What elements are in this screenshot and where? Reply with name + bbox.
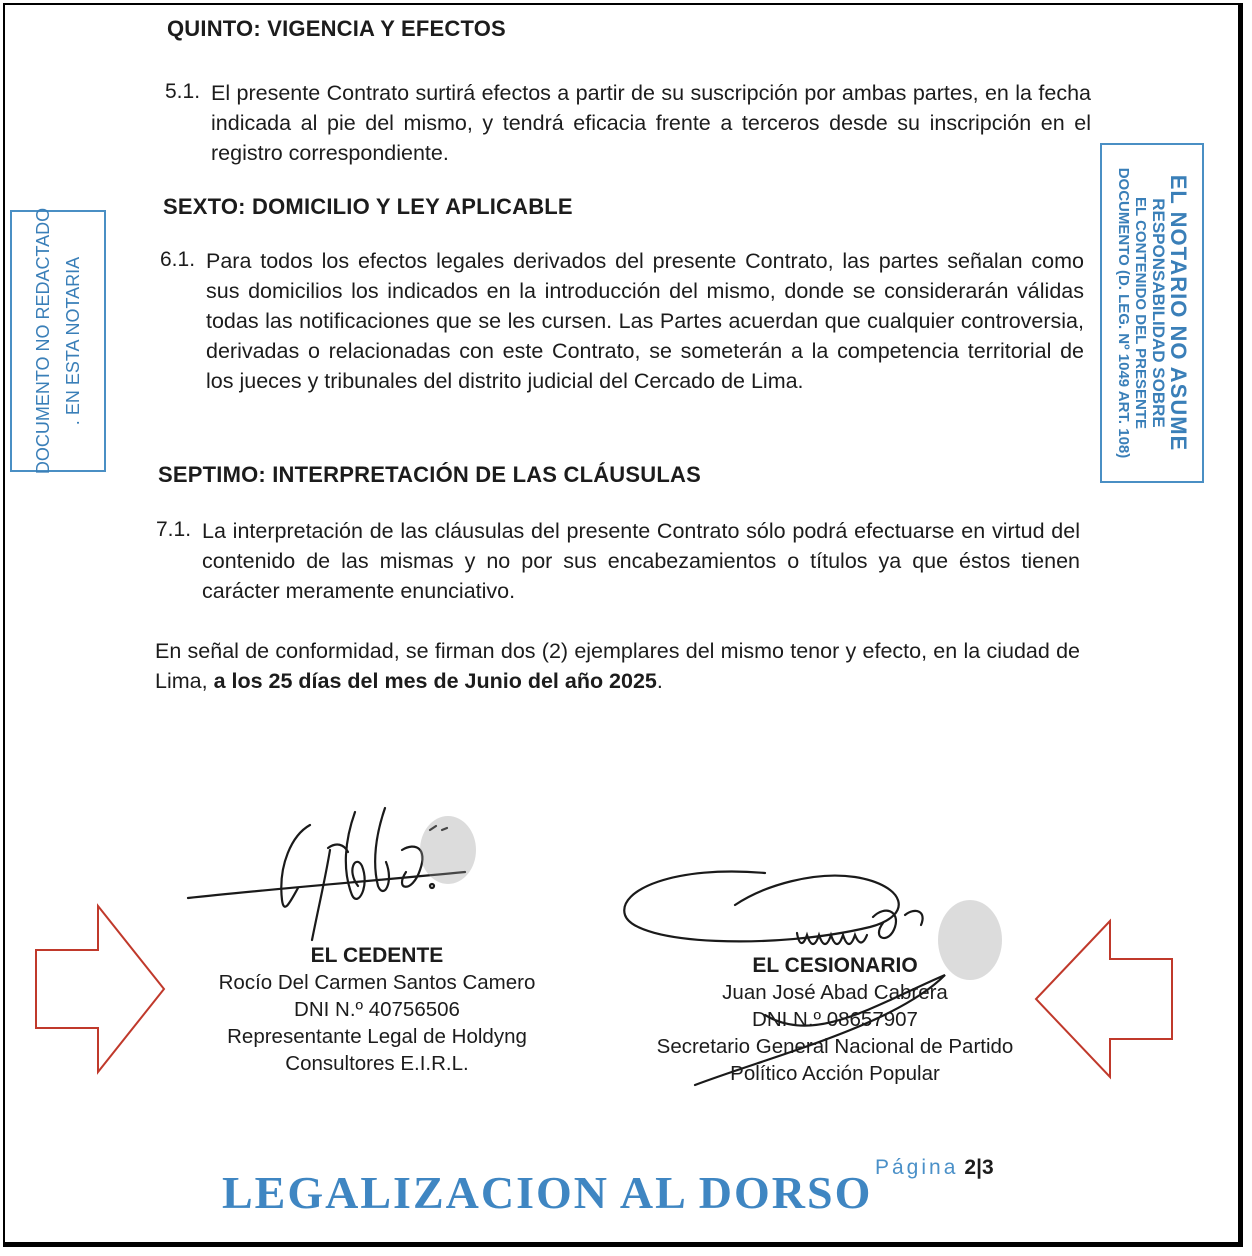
stamp-right-line2: RESPONSABILIDAD SOBRE xyxy=(1149,198,1168,428)
closing-paragraph xyxy=(155,636,1080,696)
closing-end: . xyxy=(656,669,663,693)
closing-date: a los 25 días del mes de Junio del año 2025 xyxy=(213,669,657,693)
section-heading-sexto: SEXTO: DOMICILIO Y LEY APLICABLE xyxy=(163,194,573,219)
stamp-right-line1: EL NOTARIO NO ASUME xyxy=(1166,174,1191,452)
arrow-left-icon xyxy=(1030,915,1180,1083)
page-label: Página xyxy=(875,1156,959,1179)
cedente-title-line1: Representante Legal de Holdyng xyxy=(227,1025,527,1048)
cedente-role: EL CEDENTE xyxy=(310,944,444,967)
cesionario-title-line1: Secretario General Nacional de Partido xyxy=(656,1035,1014,1058)
stamp-left-line1: DOCUMENTO NO REDACTADO xyxy=(33,207,53,475)
signatory-cesionario xyxy=(620,952,1050,1087)
stamp-left-line2: . EN ESTA NOTARIA xyxy=(63,256,83,426)
closing-text: En señal de conformidad, se firman dos (2) ejemplares del mismo tenor y efecto, en la ciudad de Lima, xyxy=(155,639,1080,693)
cedente-name: Rocío Del Carmen Santos Camero xyxy=(218,971,536,994)
cedente-dni: DNI N.º 40756506 xyxy=(294,998,460,1021)
clause-text-7-1: La interpretación de las cláusulas del presente Contrato sólo podrá efectuarse en virtud del contenido de las mismas y no por sus encabezamientos o títulos ya que éstos tienen carácter meramente enunciativo. xyxy=(202,519,1080,603)
section-heading-quinto: QUINTO: VIGENCIA Y EFECTOS xyxy=(167,16,506,41)
page-value: 2|3 xyxy=(964,1156,994,1179)
cesionario-title-line2: Político Acción Popular xyxy=(730,1062,940,1085)
legalization-stamp: LEGALIZACION AL DORSO xyxy=(222,1167,873,1218)
cesionario-role: EL CESIONARIO xyxy=(752,954,918,977)
stamp-right-line3: EL CONTENIDO DEL PRESENTE xyxy=(1132,197,1149,429)
clause-text-6-1: Para todos los efectos legales derivados del presente Contrato, las partes señalan como sus domicilios los indicados en la introducción del mismo, donde se considerarán válidas todas las notificaciones que se les cursen. Las Partes acuerdan que cualquier controversia, derivadas o relacionadas con este Contrato, se someterán a la competencia territorial de los jueces y tribunales del distrito judicial del Cercado de Lima. xyxy=(206,249,1084,393)
clause-number-6-1: 6.1. xyxy=(160,248,196,271)
signatory-cedente xyxy=(182,942,572,1077)
cesionario-name: Juan José Abad Cabrera xyxy=(722,981,948,1004)
stamp-right-line4: DOCUMENTO (D. LEG. Nº 1049 ART. 108) xyxy=(1115,167,1132,459)
clause-text-5-1: El presente Contrato surtirá efectos a partir de su suscripción por ambas partes, en la fecha indicada al pie del mismo, y tendrá eficacia frente a terceros desde su inscripción en el registro correspondiente. xyxy=(211,81,1091,165)
page-number xyxy=(875,1156,994,1180)
notary-stamp-left xyxy=(10,207,106,475)
notary-stamp-right xyxy=(1100,143,1204,483)
clause-number-7-1: 7.1. xyxy=(156,518,192,541)
cesionario-dni: DNI N.º 08657907 xyxy=(752,1008,918,1031)
signature-cedente xyxy=(180,790,480,960)
cedente-title-line2: Consultores E.I.R.L. xyxy=(285,1052,469,1075)
section-heading-septimo: SEPTIMO: INTERPRETACIÓN DE LAS CLÁUSULAS xyxy=(158,462,701,487)
arrow-right-icon xyxy=(30,900,170,1078)
clause-number-5-1: 5.1. xyxy=(165,80,201,103)
